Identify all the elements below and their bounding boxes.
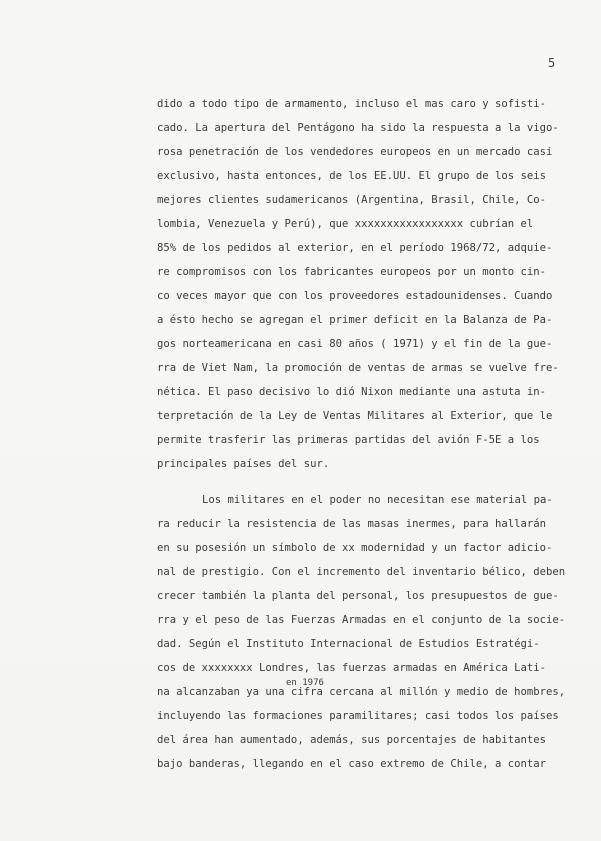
text-line: dido a todo tipo de armamento, incluso el mas caro y sofisti- [157,98,547,110]
text-line: en su posesión un símbolo de xx modernidad y un factor adicio- [157,542,553,554]
text-line: gos norteamericana en casi 80 años ( 1971) y el fin de la gue- [157,338,553,350]
text-line: bajo banderas, llegando en el caso extremo de Chile, a contar [157,758,547,770]
text-line: del área han aumentado, además, sus porcentajes de habitantes [157,734,547,746]
text-line: re compromisos con los fabricantes europeos por un monto cin- [157,266,547,278]
text-line: terpretación de la Ley de Ventas Militares al Exterior, que le [157,410,553,422]
text-line: 85% de los pedidos al exterior, en el período 1968/72, adquie- [157,242,553,254]
text-line: na alcanzaban ya una cifra cercana al millón y medio de hombres, [157,686,566,698]
page-number: 5 [548,56,556,70]
text-line: dad. Según el Instituto Internacional de Estudios Estratégi- [157,638,540,650]
text-line: exclusivo, hasta entonces, de los EE.UU. El grupo de los seis [157,170,547,182]
inserted-note: en 1976 [286,678,324,688]
text-line: principales países del sur. [157,458,330,470]
text-line: ra reducir la resistencia de las masas inermes, para hallarán [157,518,547,530]
text-line: mejores clientes sudamericanos (Argentina, Brasil, Chile, Co- [157,194,547,206]
text-line: rra y el peso de las Fuerzas Armadas en el conjunto de la socie- [157,614,566,626]
text-line: rosa penetración de los vendedores europeos en un mercado casi [157,146,553,158]
text-line: permite trasferir las primeras partidas del avión F-5E a los [157,434,540,446]
text-line: crecer también la planta del personal, los presupuestos de gue- [157,590,559,602]
text-line: nal de prestigio. Con el incremento del inventario bélico, deben [157,566,566,578]
text-line: nética. El paso decisivo lo dió Nixon mediante una astuta in- [157,386,547,398]
text-line: lombia, Venezuela y Perú), que xxxxxxxxxxxxxxxxx cubrían el [157,218,534,230]
paragraph-first-line: Los militares en el poder no necesitan ese material pa- [202,494,553,506]
text-line: co veces mayor que con los proveedores estadounidenses. Cuando [157,290,553,302]
text-line: rra de Viet Nam, la promoción de ventas de armas se vuelve fre- [157,362,559,374]
text-line: cado. La apertura del Pentágono ha sido la respuesta a la vigo- [157,122,559,134]
text-line: a ésto hecho se agregan el primer deficit en la Balanza de Pa- [157,314,553,326]
text-line: incluyendo las formaciones paramilitares; casi todos los países [157,710,559,722]
text-line: cos de xxxxxxxx Londres, las fuerzas armadas en América Lati- [157,662,547,674]
